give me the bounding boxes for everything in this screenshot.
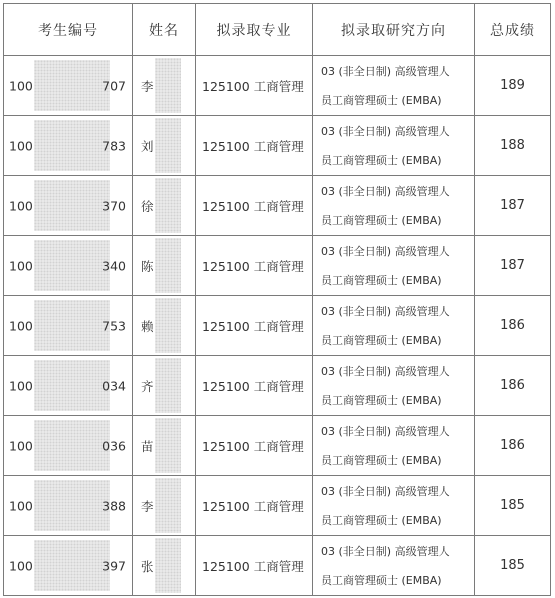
header-total-score: 总成绩 (475, 4, 551, 56)
redaction-mask (34, 120, 110, 171)
total-score-cell: 185 (475, 536, 551, 596)
direction-cell (313, 296, 475, 356)
table-row (4, 416, 551, 476)
table-row (4, 236, 551, 296)
name-cell (133, 296, 196, 356)
major-cell: 125100 工商管理 (196, 56, 313, 116)
redaction-mask (34, 240, 110, 291)
candidate-id-prefix: 100 (9, 198, 33, 213)
total-score-cell: 189 (475, 56, 551, 116)
candidate-id-prefix: 100 (9, 138, 33, 153)
redaction-mask (34, 360, 110, 411)
direction-line: 员工商管理硕士 (EMBA) (321, 93, 442, 107)
redaction-mask (34, 180, 110, 231)
candidate-id-prefix: 100 (9, 318, 33, 333)
total-score-cell: 187 (475, 176, 551, 236)
candidate-id-cell (4, 116, 133, 176)
candidate-id-suffix: 707 (102, 78, 126, 93)
direction-cell (313, 176, 475, 236)
redaction-mask (34, 420, 110, 471)
direction-line: 03 (非全日制) 高级管理人 (321, 424, 450, 438)
candidate-id-suffix: 034 (102, 378, 126, 393)
total-score-cell: 186 (475, 356, 551, 416)
candidate-id-suffix: 397 (102, 558, 126, 573)
candidate-id-suffix: 036 (102, 438, 126, 453)
redaction-mask (155, 238, 181, 293)
candidate-name: 赖 (141, 318, 154, 334)
name-cell (133, 116, 196, 176)
candidate-id-prefix: 100 (9, 558, 33, 573)
direction-line: 03 (非全日制) 高级管理人 (321, 484, 450, 498)
direction-line: 03 (非全日制) 高级管理人 (321, 64, 450, 78)
redaction-mask (155, 178, 181, 233)
table-row (4, 356, 551, 416)
redaction-mask (155, 418, 181, 473)
direction-line: 员工商管理硕士 (EMBA) (321, 153, 442, 167)
direction-line: 03 (非全日制) 高级管理人 (321, 304, 450, 318)
header-row (4, 4, 551, 56)
table-row (4, 116, 551, 176)
direction-cell (313, 536, 475, 596)
name-cell (133, 56, 196, 116)
direction-line: 员工商管理硕士 (EMBA) (321, 333, 442, 347)
candidate-id-cell (4, 536, 133, 596)
name-cell (133, 236, 196, 296)
candidate-id-prefix: 100 (9, 378, 33, 393)
major-cell: 125100 工商管理 (196, 296, 313, 356)
total-score-cell: 188 (475, 116, 551, 176)
header-candidate-id: 考生编号 (4, 4, 133, 56)
major-cell: 125100 工商管理 (196, 116, 313, 176)
total-score-cell: 185 (475, 476, 551, 536)
total-score-cell: 186 (475, 296, 551, 356)
direction-cell (313, 116, 475, 176)
candidate-name: 李 (141, 78, 154, 94)
candidate-id-suffix: 388 (102, 498, 126, 513)
redaction-mask (34, 540, 110, 591)
candidate-id-cell (4, 56, 133, 116)
candidate-id-cell (4, 416, 133, 476)
candidate-name: 徐 (141, 198, 154, 214)
candidate-id-cell (4, 296, 133, 356)
major-cell: 125100 工商管理 (196, 236, 313, 296)
major-cell: 125100 工商管理 (196, 416, 313, 476)
table-row (4, 176, 551, 236)
candidate-id-cell (4, 176, 133, 236)
redaction-mask (155, 538, 181, 593)
direction-cell (313, 56, 475, 116)
candidate-id-prefix: 100 (9, 258, 33, 273)
direction-line: 员工商管理硕士 (EMBA) (321, 513, 442, 527)
redaction-mask (155, 118, 181, 173)
redaction-mask (155, 58, 181, 113)
header-direction: 拟录取研究方向 (313, 4, 475, 56)
candidate-id-cell (4, 356, 133, 416)
direction-cell (313, 416, 475, 476)
candidate-id-prefix: 100 (9, 498, 33, 513)
direction-cell (313, 476, 475, 536)
major-cell: 125100 工商管理 (196, 476, 313, 536)
name-cell (133, 416, 196, 476)
redaction-mask (155, 298, 181, 353)
candidate-id-suffix: 370 (102, 198, 126, 213)
redaction-mask (34, 60, 110, 111)
direction-line: 03 (非全日制) 高级管理人 (321, 124, 450, 138)
name-cell (133, 476, 196, 536)
candidate-name: 苗 (141, 438, 154, 454)
total-score-cell: 187 (475, 236, 551, 296)
direction-line: 员工商管理硕士 (EMBA) (321, 213, 442, 227)
table-row (4, 476, 551, 536)
direction-line: 员工商管理硕士 (EMBA) (321, 273, 442, 287)
direction-cell (313, 356, 475, 416)
direction-line: 员工商管理硕士 (EMBA) (321, 453, 442, 467)
header-name: 姓名 (133, 4, 196, 56)
name-cell (133, 176, 196, 236)
candidate-name: 张 (141, 558, 154, 574)
candidate-id-cell (4, 476, 133, 536)
header-major: 拟录取专业 (196, 4, 313, 56)
candidate-id-suffix: 753 (102, 318, 126, 333)
candidate-name: 刘 (141, 138, 154, 154)
direction-line: 03 (非全日制) 高级管理人 (321, 184, 450, 198)
total-score-cell: 186 (475, 416, 551, 476)
major-cell: 125100 工商管理 (196, 356, 313, 416)
major-cell: 125100 工商管理 (196, 536, 313, 596)
name-cell (133, 356, 196, 416)
candidate-name: 李 (141, 498, 154, 514)
direction-line: 03 (非全日制) 高级管理人 (321, 364, 450, 378)
major-cell: 125100 工商管理 (196, 176, 313, 236)
table-row (4, 296, 551, 356)
candidate-name: 陈 (141, 258, 154, 274)
candidate-id-cell (4, 236, 133, 296)
candidate-name: 齐 (141, 378, 154, 394)
redaction-mask (155, 478, 181, 533)
redaction-mask (34, 480, 110, 531)
direction-cell (313, 236, 475, 296)
table-row (4, 536, 551, 596)
candidate-id-prefix: 100 (9, 438, 33, 453)
candidate-id-suffix: 340 (102, 258, 126, 273)
admission-table (3, 3, 551, 596)
name-cell (133, 536, 196, 596)
candidate-id-suffix: 783 (102, 138, 126, 153)
redaction-mask (34, 300, 110, 351)
direction-line: 员工商管理硕士 (EMBA) (321, 573, 442, 587)
redaction-mask (155, 358, 181, 413)
direction-line: 员工商管理硕士 (EMBA) (321, 393, 442, 407)
direction-line: 03 (非全日制) 高级管理人 (321, 544, 450, 558)
candidate-id-prefix: 100 (9, 78, 33, 93)
direction-line: 03 (非全日制) 高级管理人 (321, 244, 450, 258)
table-row (4, 56, 551, 116)
